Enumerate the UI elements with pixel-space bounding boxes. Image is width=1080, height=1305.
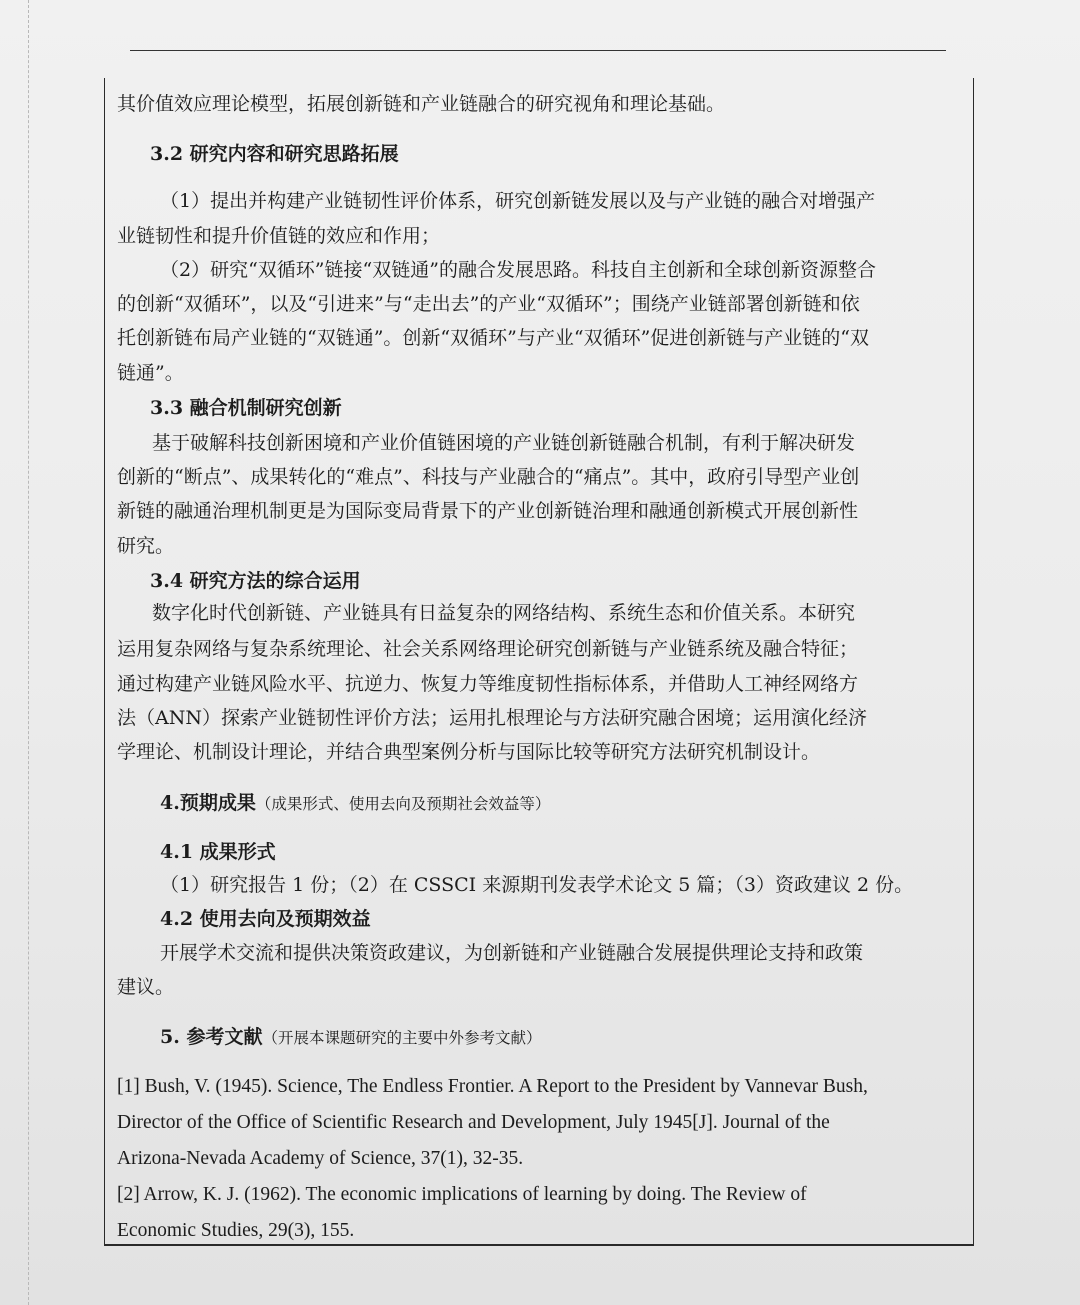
form-frame [104, 78, 974, 1246]
section-3-4-line: 数字化时代创新链、产业链具有日益复杂的网络结构、系统生态和价值关系。本研究 [152, 602, 856, 624]
section-3-1-tail: 其价值效应理论模型，拓展创新链和产业链融合的研究视角和理论基础。 [117, 93, 726, 115]
section-3-2-line: （1）提出并构建产业链韧性评价体系，研究创新链发展以及与产业链的融合对增强产 [160, 190, 876, 212]
section-3-4-heading: 3.4 研究方法的综合运用 [150, 570, 361, 592]
section-4-1-line: （1）研究报告 1 份；（2）在 CSSCI 来源期刊发表学术论文 5 篇；（3）资政建议 2 份。 [160, 874, 914, 896]
section-3-3-line: 创新的“断点”、成果转化的“难点”、科技与产业融合的“痛点”。其中，政府引导型产业创 [117, 466, 860, 488]
section-3-4-line: 运用复杂网络与复杂系统理论、社会关系网络理论研究创新链与产业链系统及融合特征； [117, 638, 859, 660]
reference-line: Economic Studies, 29(3), 155. [117, 1220, 355, 1241]
reference-line: [1] Bush, V. (1945). Science, The Endless Frontier. A Report to the President by Vannevar Bush, [117, 1076, 868, 1097]
section-4-1-heading: 4.1 成果形式 [160, 841, 276, 863]
section-4-2-heading: 4.2 使用去向及预期效益 [160, 908, 371, 930]
section-5-title: 5. 参考文献 [160, 1026, 263, 1048]
reference-line: Director of the Office of Scientific Research and Development, July 1945[J]. Journal of the [117, 1112, 830, 1133]
reference-line: [2] Arrow, K. J. (1962). The economic implications of learning by doing. The Review of [117, 1184, 807, 1205]
header-rule [130, 50, 946, 51]
binding-margin-line [28, 0, 29, 1305]
section-4-2-line: 开展学术交流和提供决策资政建议，为创新链和产业链融合发展提供理论支持和政策 [160, 942, 864, 964]
section-4-title: 4.预期成果 [160, 792, 256, 814]
section-3-3-line: 基于破解科技创新困境和产业价值链困境的产业链创新链融合机制，有利于解决研发 [152, 432, 856, 454]
section-3-2-line: 业链韧性和提升价值链的效应和作用； [117, 225, 441, 247]
section-4-2-line: 建议。 [117, 976, 175, 998]
reference-line: Arizona-Nevada Academy of Science, 37(1), 32-35. [117, 1148, 524, 1169]
section-3-2-heading: 3.2 研究内容和研究思路拓展 [150, 143, 399, 165]
section-3-2-line: 链通”。 [117, 362, 184, 384]
section-3-2-line: 托创新链布局产业链的“双链通”。创新“双循环”与产业“双循环”促进创新链与产业链的“双 [117, 327, 869, 349]
section-3-3-line: 研究。 [117, 535, 175, 557]
section-5-heading [160, 1025, 541, 1050]
section-4-note: （成果形式、使用去向及预期社会效益等） [255, 795, 551, 813]
section-3-3-line: 新链的融通治理机制更是为国际变局背景下的产业创新链治理和融通创新模式开展创新性 [117, 500, 859, 522]
section-5-note: （开展本课题研究的主要中外参考文献） [262, 1029, 542, 1047]
section-3-2-line: 的创新“双循环”，以及“引进来”与“走出去”的产业“双循环”；围绕产业链部署创新链和依 [117, 293, 860, 315]
section-3-3-heading: 3.3 融合机制研究创新 [150, 397, 342, 419]
section-4-heading [160, 791, 550, 816]
section-3-4-line: 学理论、机制设计理论，并结合典型案例分析与国际比较等研究方法研究机制设计。 [117, 741, 821, 763]
section-3-4-line: 法（ANN）探索产业链韧性评价方法；运用扎根理论与方法研究融合困境；运用演化经济 [117, 707, 867, 729]
section-3-4-line: 通过构建产业链风险水平、抗逆力、恢复力等维度韧性指标体系，并借助人工神经网络方 [117, 673, 859, 695]
section-3-2-line: （2）研究“双循环”链接“双链通”的融合发展思路。科技自主创新和全球创新资源整合 [160, 259, 876, 281]
